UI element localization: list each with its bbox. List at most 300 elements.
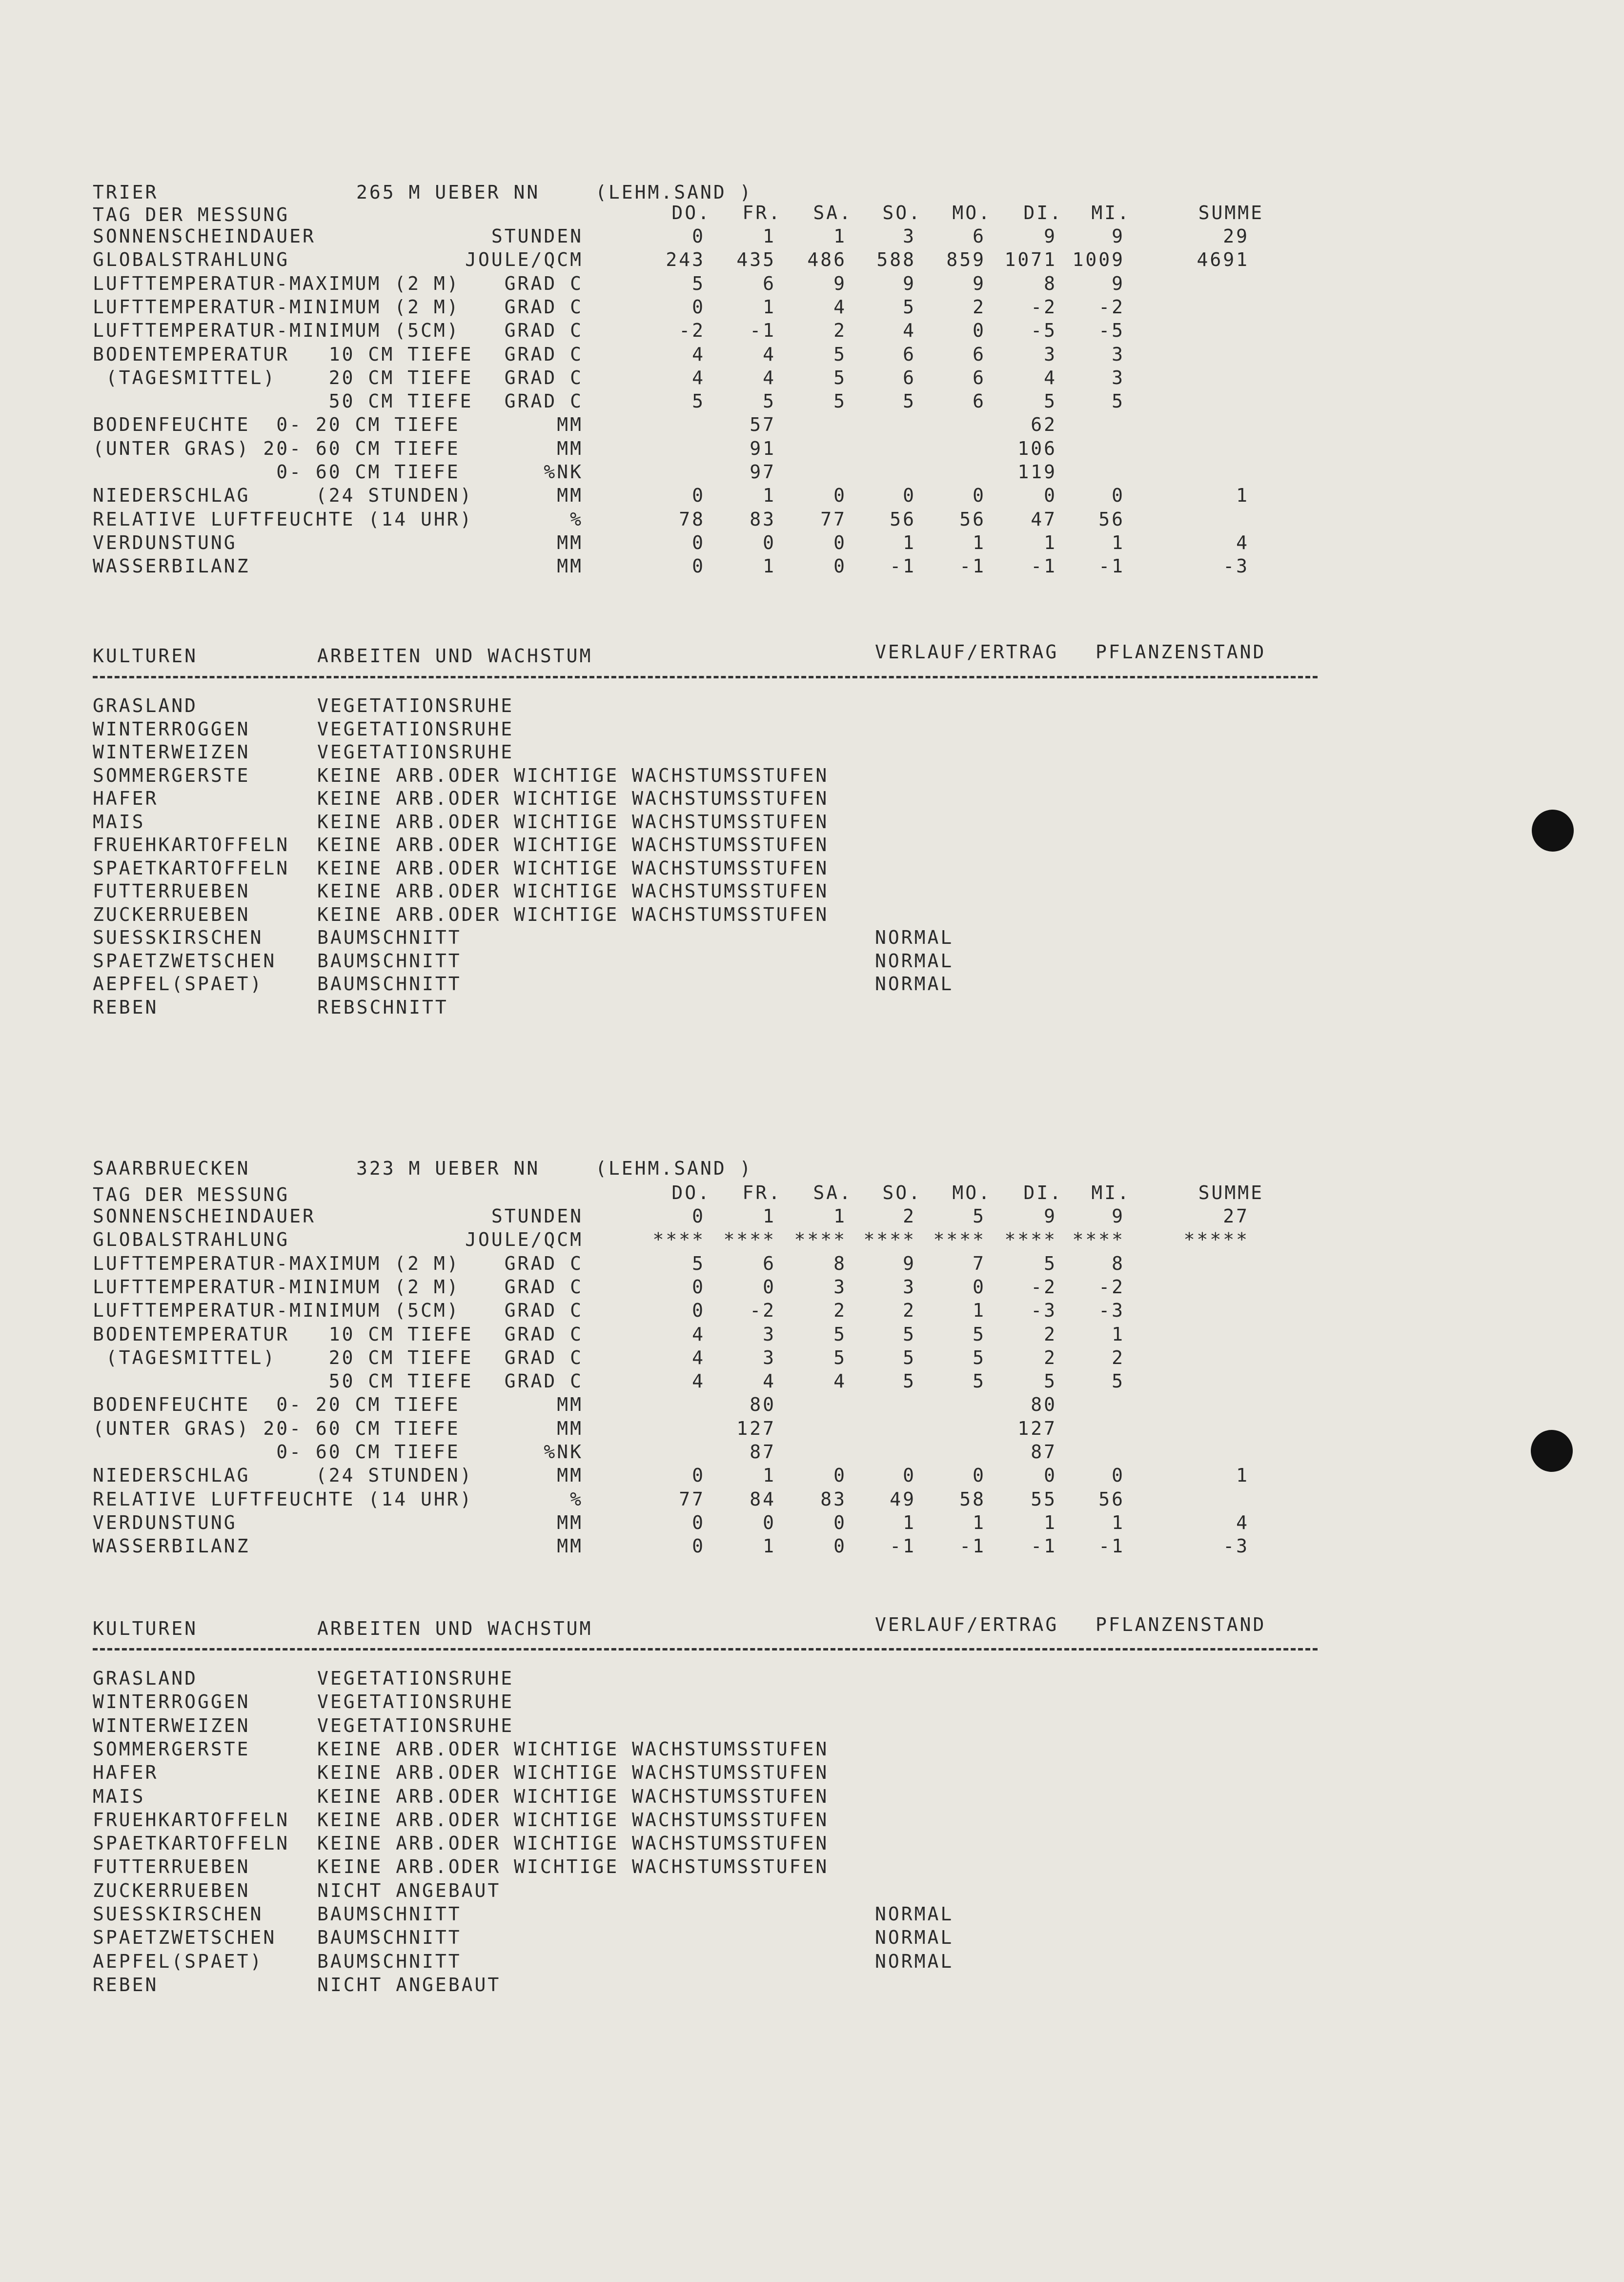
day-header: MO. bbox=[952, 1182, 992, 1203]
row-unit: GRAD C bbox=[504, 1276, 583, 1298]
cell-value: -1 bbox=[890, 555, 916, 577]
cell-value: 78 bbox=[679, 508, 705, 530]
day-header: MI. bbox=[1091, 1182, 1131, 1203]
crop-name: SPAETKARTOFFELN bbox=[93, 857, 290, 879]
cell-value: 5 bbox=[973, 1205, 986, 1227]
cell-value: 0 bbox=[973, 1465, 986, 1487]
cell-value: 56 bbox=[1098, 1488, 1125, 1510]
row-label: VERDUNSTUNG bbox=[93, 1511, 237, 1533]
cell-value: 8 bbox=[833, 1252, 847, 1274]
cell-value: 1 bbox=[973, 1511, 986, 1533]
crop-work: KEINE ARB.ODER WICHTIGE WACHSTUMSSTUFEN bbox=[317, 764, 829, 786]
cell-value: 4 bbox=[692, 343, 705, 365]
cell-value: 4 bbox=[903, 320, 916, 342]
day-header: MO. bbox=[952, 202, 992, 224]
crop-work: KEINE ARB.ODER WICHTIGE WACHSTUMSSTUFEN bbox=[317, 1762, 829, 1784]
cell-value: **** bbox=[933, 1229, 986, 1251]
day-header: SO. bbox=[882, 202, 922, 224]
days-label: TAG DER MESSUNG bbox=[93, 204, 290, 225]
cell-value: 0 bbox=[692, 531, 705, 553]
row-label: BODENFEUCHTE 0- 20 CM TIEFE bbox=[93, 414, 460, 436]
crop-name: WINTERROGGEN bbox=[93, 718, 250, 740]
row-unit: STUNDEN bbox=[491, 225, 583, 247]
cell-value: 87 bbox=[1031, 1441, 1057, 1463]
crop-work: VEGETATIONSRUHE bbox=[317, 1691, 514, 1713]
cell-value: 435 bbox=[736, 249, 776, 271]
crop-name: FUTTERRUEBEN bbox=[93, 880, 250, 902]
cell-value: 4 bbox=[763, 367, 776, 388]
cell-value: 2 bbox=[833, 320, 847, 342]
punch-hole bbox=[1532, 810, 1574, 852]
cell-value: 56 bbox=[959, 508, 986, 530]
crops-header-stand: PFLANZENSTAND bbox=[1096, 641, 1266, 663]
row-label: 0- 60 CM TIEFE bbox=[93, 461, 460, 483]
crop-status: NORMAL bbox=[875, 1927, 954, 1949]
day-header: DI. bbox=[1023, 1182, 1063, 1203]
cell-value: 5 bbox=[973, 1346, 986, 1368]
crop-name: SOMMERGERSTE bbox=[93, 764, 250, 786]
cell-value: 0 bbox=[973, 1276, 986, 1298]
crop-name: FRUEHKARTOFFELN bbox=[93, 1809, 290, 1831]
row-unit: MM bbox=[557, 531, 583, 553]
cell-value: 2 bbox=[1044, 1323, 1057, 1345]
row-unit: GRAD C bbox=[504, 367, 583, 388]
cell-value: -3 bbox=[1031, 1300, 1057, 1322]
cell-value: 1 bbox=[833, 1205, 847, 1227]
separator-line bbox=[93, 676, 1318, 678]
row-unit: MM bbox=[557, 1465, 583, 1487]
crop-work: VEGETATIONSRUHE bbox=[317, 741, 514, 763]
crop-work: KEINE ARB.ODER WICHTIGE WACHSTUMSSTUFEN bbox=[317, 880, 829, 902]
crop-work: BAUMSCHNITT bbox=[317, 950, 462, 972]
cell-value: **** bbox=[863, 1229, 916, 1251]
cell-value: 859 bbox=[946, 249, 986, 271]
row-unit: MM bbox=[557, 414, 583, 436]
cell-value: 0 bbox=[833, 1535, 847, 1557]
cell-value: 2 bbox=[1044, 1346, 1057, 1368]
row-unit: GRAD C bbox=[504, 272, 583, 294]
cell-value: 3 bbox=[903, 225, 916, 247]
cell-value: 1 bbox=[973, 1300, 986, 1322]
cell-value: 0 bbox=[1044, 485, 1057, 507]
cell-value: 97 bbox=[750, 461, 776, 483]
cell-value: 9 bbox=[1112, 225, 1125, 247]
row-unit: % bbox=[570, 508, 583, 530]
row-unit: MM bbox=[557, 555, 583, 577]
cell-value: 8 bbox=[1112, 1252, 1125, 1274]
crop-name: SUESSKIRSCHEN bbox=[93, 1903, 264, 1925]
crop-name: MAIS bbox=[93, 811, 145, 833]
row-unit: GRAD C bbox=[504, 320, 583, 342]
cell-value: 5 bbox=[763, 390, 776, 412]
row-label: LUFTTEMPERATUR-MINIMUM (5CM) bbox=[93, 1300, 460, 1322]
row-label: GLOBALSTRAHLUNG bbox=[93, 249, 290, 271]
row-sum: 1 bbox=[1236, 1465, 1249, 1487]
row-label: BODENTEMPERATUR 10 CM TIEFE bbox=[93, 343, 473, 365]
day-header: SA. bbox=[813, 202, 853, 224]
cell-value: 0 bbox=[903, 485, 916, 507]
row-sum: 4 bbox=[1236, 1511, 1249, 1533]
cell-value: 0 bbox=[973, 485, 986, 507]
crops-header-progress: VERLAUF/ERTRAG bbox=[875, 1614, 1059, 1635]
cell-value: -1 bbox=[750, 320, 776, 342]
cell-value: 119 bbox=[1017, 461, 1057, 483]
row-sum: ***** bbox=[1183, 1229, 1249, 1251]
cell-value: 5 bbox=[833, 1323, 847, 1345]
row-unit: MM bbox=[557, 485, 583, 507]
cell-value: 1 bbox=[833, 225, 847, 247]
crop-work: VEGETATIONSRUHE bbox=[317, 718, 514, 740]
cell-value: 0 bbox=[1112, 485, 1125, 507]
cell-value: -2 bbox=[1031, 296, 1057, 318]
crop-name: WINTERWEIZEN bbox=[93, 1714, 250, 1736]
day-header: DO. bbox=[671, 202, 711, 224]
cell-value: 84 bbox=[750, 1488, 776, 1510]
cell-value: -5 bbox=[1098, 320, 1125, 342]
row-label: VERDUNSTUNG bbox=[93, 531, 237, 553]
cell-value: 1 bbox=[763, 485, 776, 507]
row-unit: MM bbox=[557, 1535, 583, 1557]
crop-work: KEINE ARB.ODER WICHTIGE WACHSTUMSSTUFEN bbox=[317, 1856, 829, 1878]
cell-value: 3 bbox=[1112, 367, 1125, 388]
cell-value: 55 bbox=[1031, 1488, 1057, 1510]
crop-status: NORMAL bbox=[875, 1903, 954, 1925]
crop-status: NORMAL bbox=[875, 950, 954, 972]
row-label: (UNTER GRAS) 20- 60 CM TIEFE bbox=[93, 437, 460, 459]
cell-value: -1 bbox=[1098, 555, 1125, 577]
row-label: LUFTTEMPERATUR-MAXIMUM (2 M) bbox=[93, 1252, 460, 1274]
crop-name: WINTERROGGEN bbox=[93, 1691, 250, 1713]
crop-work: KEINE ARB.ODER WICHTIGE WACHSTUMSSTUFEN bbox=[317, 1833, 829, 1854]
row-sum: 1 bbox=[1236, 485, 1249, 507]
crop-name: HAFER bbox=[93, 1762, 159, 1784]
cell-value: 3 bbox=[763, 1346, 776, 1368]
cell-value: 5 bbox=[692, 1252, 705, 1274]
row-label: (TAGESMITTEL) 20 CM TIEFE bbox=[93, 367, 473, 388]
cell-value: 5 bbox=[833, 390, 847, 412]
cell-value: 0 bbox=[692, 1535, 705, 1557]
cell-value: 127 bbox=[736, 1417, 776, 1439]
row-label: LUFTTEMPERATUR-MINIMUM (5CM) bbox=[93, 320, 460, 342]
cell-value: -3 bbox=[1098, 1300, 1125, 1322]
cell-value: 57 bbox=[750, 414, 776, 436]
crop-work: BAUMSCHNITT bbox=[317, 1927, 462, 1949]
cell-value: 4 bbox=[833, 1370, 847, 1392]
row-unit: GRAD C bbox=[504, 1300, 583, 1322]
cell-value: 1 bbox=[1112, 531, 1125, 553]
cell-value: -1 bbox=[890, 1535, 916, 1557]
crops-header-work: ARBEITEN UND WACHSTUM bbox=[317, 645, 593, 667]
row-label: BODENFEUCHTE 0- 20 CM TIEFE bbox=[93, 1394, 460, 1416]
cell-value: 1 bbox=[1044, 531, 1057, 553]
crop-name: WINTERWEIZEN bbox=[93, 741, 250, 763]
cell-value: 0 bbox=[1044, 1465, 1057, 1487]
cell-value: 0 bbox=[692, 296, 705, 318]
row-sum: 29 bbox=[1223, 225, 1249, 247]
crop-work: KEINE ARB.ODER WICHTIGE WACHSTUMSSTUFEN bbox=[317, 811, 829, 833]
cell-value: 1 bbox=[1044, 1511, 1057, 1533]
cell-value: -1 bbox=[959, 555, 986, 577]
station-name: TRIER bbox=[93, 182, 159, 203]
cell-value: 5 bbox=[692, 272, 705, 294]
cell-value: 2 bbox=[903, 1300, 916, 1322]
cell-value: 4 bbox=[692, 367, 705, 388]
crop-work: BAUMSCHNITT bbox=[317, 1950, 462, 1972]
cell-value: 0 bbox=[833, 531, 847, 553]
crop-work: NICHT ANGEBAUT bbox=[317, 1879, 501, 1901]
cell-value: 62 bbox=[1031, 414, 1057, 436]
row-label: NIEDERSCHLAG (24 STUNDEN) bbox=[93, 1465, 473, 1487]
cell-value: 5 bbox=[833, 343, 847, 365]
row-label: WASSERBILANZ bbox=[93, 1535, 250, 1557]
crop-name: ZUCKERRUEBEN bbox=[93, 1879, 250, 1901]
cell-value: 6 bbox=[763, 1252, 776, 1274]
cell-value: 0 bbox=[692, 1465, 705, 1487]
cell-value: 1071 bbox=[1004, 249, 1057, 271]
row-unit: GRAD C bbox=[504, 390, 583, 412]
cell-value: 56 bbox=[1098, 508, 1125, 530]
cell-value: 83 bbox=[750, 508, 776, 530]
day-header: FR. bbox=[742, 1182, 782, 1203]
cell-value: 3 bbox=[833, 1276, 847, 1298]
cell-value: 1 bbox=[763, 1535, 776, 1557]
cell-value: 0 bbox=[763, 531, 776, 553]
row-unit: MM bbox=[557, 437, 583, 459]
row-label: LUFTTEMPERATUR-MINIMUM (2 M) bbox=[93, 296, 460, 318]
row-sum: 4 bbox=[1236, 531, 1249, 553]
crop-name: FUTTERRUEBEN bbox=[93, 1856, 250, 1878]
row-label: (TAGESMITTEL) 20 CM TIEFE bbox=[93, 1346, 473, 1368]
cell-value: 3 bbox=[763, 1323, 776, 1345]
cell-value: 127 bbox=[1017, 1417, 1057, 1439]
cell-value: **** bbox=[1072, 1229, 1125, 1251]
cell-value: 5 bbox=[833, 1346, 847, 1368]
crop-work: KEINE ARB.ODER WICHTIGE WACHSTUMSSTUFEN bbox=[317, 788, 829, 809]
row-sum: 27 bbox=[1223, 1205, 1249, 1227]
cell-value: 5 bbox=[1112, 1370, 1125, 1392]
crop-work: KEINE ARB.ODER WICHTIGE WACHSTUMSSTUFEN bbox=[317, 857, 829, 879]
cell-value: 6 bbox=[973, 343, 986, 365]
cell-value: 0 bbox=[763, 1511, 776, 1533]
cell-value: 9 bbox=[973, 272, 986, 294]
cell-value: -2 bbox=[750, 1300, 776, 1322]
row-sum: -3 bbox=[1223, 555, 1249, 577]
cell-value: 1 bbox=[763, 296, 776, 318]
cell-value: 49 bbox=[890, 1488, 916, 1510]
cell-value: 5 bbox=[1044, 1252, 1057, 1274]
cell-value: 5 bbox=[1112, 390, 1125, 412]
station-soil: (LEHM.SAND ) bbox=[595, 182, 753, 203]
crop-work: KEINE ARB.ODER WICHTIGE WACHSTUMSSTUFEN bbox=[317, 903, 829, 925]
cell-value: 3 bbox=[903, 1276, 916, 1298]
cell-value: 5 bbox=[903, 1346, 916, 1368]
cell-value: 0 bbox=[763, 1276, 776, 1298]
row-unit: MM bbox=[557, 1511, 583, 1533]
crop-work: BAUMSCHNITT bbox=[317, 1903, 462, 1925]
crop-name: FRUEHKARTOFFELN bbox=[93, 834, 290, 856]
cell-value: 0 bbox=[692, 1276, 705, 1298]
cell-value: 5 bbox=[903, 1370, 916, 1392]
cell-value: 4 bbox=[692, 1346, 705, 1368]
cell-value: 9 bbox=[903, 272, 916, 294]
row-unit: GRAD C bbox=[504, 296, 583, 318]
cell-value: 1 bbox=[903, 531, 916, 553]
crop-name: AEPFEL(SPAET) bbox=[93, 1950, 264, 1972]
cell-value: 8 bbox=[1044, 272, 1057, 294]
cell-value: 9 bbox=[1044, 1205, 1057, 1227]
row-label: 0- 60 CM TIEFE bbox=[93, 1441, 460, 1463]
row-label: SONNENSCHEINDAUER bbox=[93, 225, 316, 247]
cell-value: **** bbox=[1004, 1229, 1057, 1251]
crop-name: GRASLAND bbox=[93, 1668, 198, 1689]
cell-value: 0 bbox=[692, 555, 705, 577]
row-label: SONNENSCHEINDAUER bbox=[93, 1205, 316, 1227]
row-unit: GRAD C bbox=[504, 343, 583, 365]
crops-header-crop: KULTUREN bbox=[93, 645, 198, 667]
crop-name: SOMMERGERSTE bbox=[93, 1738, 250, 1760]
station-soil: (LEHM.SAND ) bbox=[595, 1158, 753, 1179]
cell-value: 4 bbox=[833, 296, 847, 318]
crop-work: VEGETATIONSRUHE bbox=[317, 1668, 514, 1689]
row-label: 50 CM TIEFE bbox=[93, 1370, 473, 1392]
cell-value: 5 bbox=[692, 390, 705, 412]
cell-value: 58 bbox=[959, 1488, 986, 1510]
cell-value: 0 bbox=[833, 485, 847, 507]
crop-work: NICHT ANGEBAUT bbox=[317, 1974, 501, 1996]
crops-header-work: ARBEITEN UND WACHSTUM bbox=[317, 1618, 593, 1639]
cell-value: 4 bbox=[1044, 367, 1057, 388]
cell-value: 5 bbox=[903, 296, 916, 318]
crop-name: ZUCKERRUEBEN bbox=[93, 903, 250, 925]
cell-value: 1009 bbox=[1072, 249, 1125, 271]
cell-value: -2 bbox=[1098, 1276, 1125, 1298]
crop-name: SUESSKIRSCHEN bbox=[93, 927, 264, 948]
cell-value: 9 bbox=[1112, 1205, 1125, 1227]
crop-name: REBEN bbox=[93, 1974, 159, 1996]
row-unit: GRAD C bbox=[504, 1323, 583, 1345]
cell-value: 0 bbox=[833, 1511, 847, 1533]
cell-value: 7 bbox=[973, 1252, 986, 1274]
cell-value: 9 bbox=[833, 272, 847, 294]
cell-value: 47 bbox=[1031, 508, 1057, 530]
cell-value: 106 bbox=[1017, 437, 1057, 459]
cell-value: 77 bbox=[679, 1488, 705, 1510]
cell-value: 2 bbox=[833, 1300, 847, 1322]
cell-value: 1 bbox=[1112, 1323, 1125, 1345]
crop-work: VEGETATIONSRUHE bbox=[317, 1714, 514, 1736]
day-header: DI. bbox=[1023, 202, 1063, 224]
punch-hole bbox=[1531, 1430, 1573, 1472]
station-name: SAARBRUECKEN bbox=[93, 1158, 250, 1179]
cell-value: 3 bbox=[1044, 343, 1057, 365]
cell-value: 4 bbox=[692, 1323, 705, 1345]
cell-value: -1 bbox=[959, 1535, 986, 1557]
cell-value: 1 bbox=[903, 1511, 916, 1533]
crop-name: AEPFEL(SPAET) bbox=[93, 973, 264, 995]
crop-status: NORMAL bbox=[875, 973, 954, 995]
row-label: 50 CM TIEFE bbox=[93, 390, 473, 412]
day-header: FR. bbox=[742, 202, 782, 224]
day-header: SA. bbox=[813, 1182, 853, 1203]
cell-value: 83 bbox=[820, 1488, 847, 1510]
cell-value: 0 bbox=[973, 320, 986, 342]
day-header: SO. bbox=[882, 1182, 922, 1203]
crop-work: BAUMSCHNITT bbox=[317, 973, 462, 995]
cell-value: 5 bbox=[1044, 390, 1057, 412]
row-unit: % bbox=[570, 1488, 583, 1510]
cell-value: 91 bbox=[750, 437, 776, 459]
crop-work: KEINE ARB.ODER WICHTIGE WACHSTUMSSTUFEN bbox=[317, 1738, 829, 1760]
cell-value: 56 bbox=[890, 508, 916, 530]
cell-value: 0 bbox=[833, 1465, 847, 1487]
cell-value: 0 bbox=[692, 1511, 705, 1533]
cell-value: 2 bbox=[973, 296, 986, 318]
row-label: (UNTER GRAS) 20- 60 CM TIEFE bbox=[93, 1417, 460, 1439]
cell-value: 1 bbox=[763, 1465, 776, 1487]
cell-value: 4 bbox=[763, 343, 776, 365]
cell-value: 9 bbox=[1112, 272, 1125, 294]
cell-value: 0 bbox=[833, 555, 847, 577]
cell-value: -2 bbox=[679, 320, 705, 342]
cell-value: 9 bbox=[1044, 225, 1057, 247]
crop-work: BAUMSCHNITT bbox=[317, 927, 462, 948]
separator-line bbox=[93, 1648, 1318, 1650]
cell-value: **** bbox=[794, 1229, 847, 1251]
cell-value: 6 bbox=[903, 367, 916, 388]
cell-value: 0 bbox=[692, 225, 705, 247]
cell-value: 5 bbox=[1044, 1370, 1057, 1392]
row-label: WASSERBILANZ bbox=[93, 555, 250, 577]
cell-value: 5 bbox=[903, 1323, 916, 1345]
cell-value: 2 bbox=[903, 1205, 916, 1227]
sum-header: SUMME bbox=[1198, 202, 1264, 224]
cell-value: 1 bbox=[1112, 1511, 1125, 1533]
sum-header: SUMME bbox=[1198, 1182, 1264, 1203]
cell-value: 80 bbox=[1031, 1394, 1057, 1416]
cell-value: 6 bbox=[973, 390, 986, 412]
row-unit: MM bbox=[557, 1417, 583, 1439]
cell-value: **** bbox=[652, 1229, 705, 1251]
crop-work: REBSCHNITT bbox=[317, 996, 448, 1018]
row-sum: 4691 bbox=[1197, 249, 1249, 271]
cell-value: 0 bbox=[1112, 1465, 1125, 1487]
cell-value: -2 bbox=[1031, 1276, 1057, 1298]
cell-value: -1 bbox=[1031, 1535, 1057, 1557]
cell-value: 5 bbox=[973, 1370, 986, 1392]
cell-value: -1 bbox=[1031, 555, 1057, 577]
cell-value: 0 bbox=[903, 1465, 916, 1487]
crop-work: KEINE ARB.ODER WICHTIGE WACHSTUMSSTUFEN bbox=[317, 834, 829, 856]
cell-value: 2 bbox=[1112, 1346, 1125, 1368]
cell-value: 5 bbox=[833, 367, 847, 388]
cell-value: -5 bbox=[1031, 320, 1057, 342]
cell-value: 486 bbox=[807, 249, 847, 271]
row-unit: MM bbox=[557, 1394, 583, 1416]
crop-status: NORMAL bbox=[875, 1950, 954, 1972]
crop-name: GRASLAND bbox=[93, 695, 198, 716]
cell-value: 9 bbox=[903, 1252, 916, 1274]
cell-value: 4 bbox=[692, 1370, 705, 1392]
row-label: RELATIVE LUFTFEUCHTE (14 UHR) bbox=[93, 508, 473, 530]
cell-value: 1 bbox=[973, 531, 986, 553]
cell-value: -2 bbox=[1098, 296, 1125, 318]
row-label: BODENTEMPERATUR 10 CM TIEFE bbox=[93, 1323, 473, 1345]
cell-value: 1 bbox=[763, 1205, 776, 1227]
cell-value: 588 bbox=[876, 249, 916, 271]
row-unit: GRAD C bbox=[504, 1252, 583, 1274]
cell-value: 87 bbox=[750, 1441, 776, 1463]
crop-name: SPAETZWETSCHEN bbox=[93, 950, 277, 972]
